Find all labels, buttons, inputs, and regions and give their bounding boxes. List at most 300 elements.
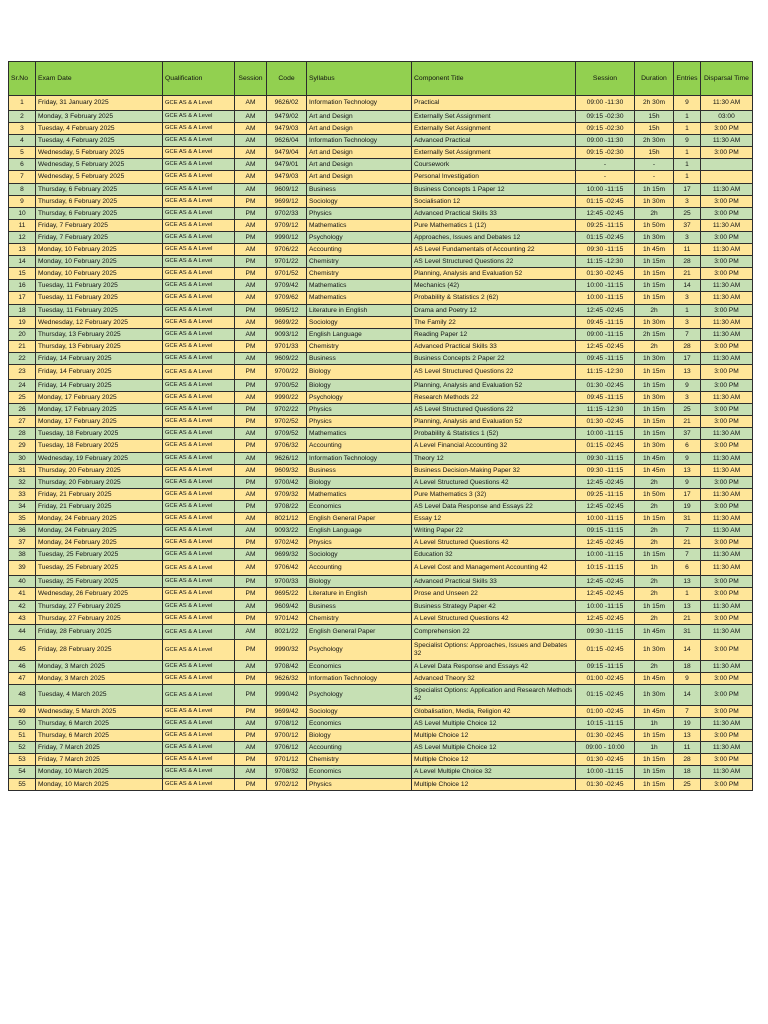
cell-code: 8021/12 xyxy=(267,513,307,525)
cell-component-title: Reading Paper 12 xyxy=(412,328,576,340)
cell-exam-date: Wednesday, 5 February 2025 xyxy=(36,147,163,159)
table-row xyxy=(9,488,753,500)
cell-dispersal-time: 11:30 AM xyxy=(701,292,753,304)
table-row xyxy=(9,171,753,183)
cell-session: AM xyxy=(235,352,267,364)
cell-srno: 34 xyxy=(9,500,36,512)
cell-dispersal-time: 11:30 AM xyxy=(701,660,753,672)
cell-duration: 1h 15m xyxy=(635,600,674,612)
cell-exam-date: Tuesday, 4 February 2025 xyxy=(36,135,163,147)
cell-srno: 4 xyxy=(9,135,36,147)
cell-session-time: 09:15 -11:15 xyxy=(576,525,635,537)
cell-srno: 13 xyxy=(9,244,36,256)
cell-exam-date: Friday, 21 February 2025 xyxy=(36,488,163,500)
cell-exam-date: Monday, 3 February 2025 xyxy=(36,111,163,123)
cell-syllabus: Business xyxy=(307,464,412,476)
cell-session-time: 09:00 -11:30 xyxy=(576,96,635,111)
cell-session-time: 11:15 -12:30 xyxy=(576,404,635,416)
cell-session: PM xyxy=(235,440,267,452)
cell-session: AM xyxy=(235,392,267,404)
cell-srno: 36 xyxy=(9,525,36,537)
table-row xyxy=(9,352,753,364)
cell-dispersal-time: 3:00 PM xyxy=(701,440,753,452)
table-row xyxy=(9,778,753,790)
cell-qualification: GCE AS & A Level xyxy=(163,428,235,440)
table-row xyxy=(9,416,753,428)
cell-duration: 1h 45m xyxy=(635,452,674,464)
cell-session-time: 09:15 -02:30 xyxy=(576,123,635,135)
cell-code: 9609/22 xyxy=(267,352,307,364)
cell-syllabus: Biology xyxy=(307,576,412,588)
cell-exam-date: Wednesday, 12 February 2025 xyxy=(36,316,163,328)
cell-entries: 21 xyxy=(674,268,701,280)
cell-dispersal-time: 11:30 AM xyxy=(701,280,753,292)
cell-session-time: - xyxy=(576,171,635,183)
cell-session-time: 09:30 -11:15 xyxy=(576,464,635,476)
cell-component-title: Theory 12 xyxy=(412,452,576,464)
cell-session: PM xyxy=(235,404,267,416)
cell-entries: 25 xyxy=(674,404,701,416)
cell-entries: 9 xyxy=(674,672,701,684)
cell-code: 9479/04 xyxy=(267,147,307,159)
cell-entries: 9 xyxy=(674,476,701,488)
cell-dispersal-time: 11:30 AM xyxy=(701,561,753,576)
cell-entries: 7 xyxy=(674,328,701,340)
cell-srno: 43 xyxy=(9,612,36,624)
cell-srno: 26 xyxy=(9,404,36,416)
cell-code: 9609/32 xyxy=(267,464,307,476)
cell-qualification: GCE AS & A Level xyxy=(163,96,235,111)
cell-exam-date: Friday, 7 March 2025 xyxy=(36,742,163,754)
cell-syllabus: Chemistry xyxy=(307,612,412,624)
cell-duration: 15h xyxy=(635,111,674,123)
cell-code: 9699/22 xyxy=(267,316,307,328)
cell-syllabus: Art and Design xyxy=(307,111,412,123)
cell-session-time: 09:30 -11:15 xyxy=(576,624,635,639)
cell-duration: 1h 50m xyxy=(635,488,674,500)
header-qualification: Qualification xyxy=(163,62,235,96)
cell-code: 9709/42 xyxy=(267,280,307,292)
cell-dispersal-time: 11:30 AM xyxy=(701,766,753,778)
cell-session-time: 10:00 -11:15 xyxy=(576,766,635,778)
cell-exam-date: Tuesday, 11 February 2025 xyxy=(36,304,163,316)
cell-syllabus: Accounting xyxy=(307,561,412,576)
table-row xyxy=(9,379,753,391)
cell-syllabus: Physics xyxy=(307,404,412,416)
cell-session: AM xyxy=(235,561,267,576)
cell-syllabus: English Language xyxy=(307,525,412,537)
cell-dispersal-time: 3:00 PM xyxy=(701,672,753,684)
cell-duration: 1h 30m xyxy=(635,231,674,243)
table-row xyxy=(9,428,753,440)
cell-duration: 1h 45m xyxy=(635,672,674,684)
cell-srno: 32 xyxy=(9,476,36,488)
cell-code: 9702/52 xyxy=(267,416,307,428)
table-row xyxy=(9,576,753,588)
cell-syllabus: Psychology xyxy=(307,639,412,660)
cell-session: PM xyxy=(235,754,267,766)
cell-duration: 1h 45m xyxy=(635,244,674,256)
cell-entries: 13 xyxy=(674,576,701,588)
cell-exam-date: Tuesday, 11 February 2025 xyxy=(36,280,163,292)
cell-duration: 1h 15m xyxy=(635,268,674,280)
cell-session-time: 01:30 -02:45 xyxy=(576,778,635,790)
cell-component-title: Business Concepts 2 Paper 22 xyxy=(412,352,576,364)
cell-srno: 28 xyxy=(9,428,36,440)
cell-duration: 2h xyxy=(635,476,674,488)
cell-component-title: Approaches, Issues and Debates 12 xyxy=(412,231,576,243)
cell-duration: 1h xyxy=(635,718,674,730)
cell-syllabus: Accounting xyxy=(307,244,412,256)
cell-exam-date: Wednesday, 5 February 2025 xyxy=(36,159,163,171)
cell-component-title: Writing Paper 22 xyxy=(412,525,576,537)
cell-srno: 41 xyxy=(9,588,36,600)
cell-qualification: GCE AS & A Level xyxy=(163,624,235,639)
cell-srno: 49 xyxy=(9,705,36,717)
cell-syllabus: Physics xyxy=(307,537,412,549)
table-row xyxy=(9,440,753,452)
cell-exam-date: Thursday, 27 February 2025 xyxy=(36,600,163,612)
cell-syllabus: Chemistry xyxy=(307,754,412,766)
cell-code: 9479/02 xyxy=(267,111,307,123)
cell-qualification: GCE AS & A Level xyxy=(163,600,235,612)
exam-schedule-table xyxy=(8,61,753,791)
cell-exam-date: Monday, 10 February 2025 xyxy=(36,256,163,268)
cell-session-time: 01:30 -02:45 xyxy=(576,268,635,280)
cell-session-time: 11:15 -12:30 xyxy=(576,256,635,268)
cell-session: AM xyxy=(235,244,267,256)
header-entries: Entries xyxy=(674,62,701,96)
cell-qualification: GCE AS & A Level xyxy=(163,219,235,231)
cell-syllabus: Chemistry xyxy=(307,256,412,268)
cell-entries: 25 xyxy=(674,778,701,790)
cell-dispersal-time: 3:00 PM xyxy=(701,404,753,416)
cell-syllabus: Literature in English xyxy=(307,304,412,316)
cell-code: 9990/12 xyxy=(267,231,307,243)
cell-session: PM xyxy=(235,639,267,660)
cell-dispersal-time: 3:00 PM xyxy=(701,500,753,512)
cell-qualification: GCE AS & A Level xyxy=(163,171,235,183)
cell-exam-date: Monday, 3 March 2025 xyxy=(36,660,163,672)
cell-srno: 5 xyxy=(9,147,36,159)
cell-session: AM xyxy=(235,135,267,147)
table-row xyxy=(9,476,753,488)
cell-qualification: GCE AS & A Level xyxy=(163,705,235,717)
table-row xyxy=(9,256,753,268)
cell-session-time: 09:25 -11:15 xyxy=(576,219,635,231)
cell-session-time: 09:25 -11:15 xyxy=(576,488,635,500)
cell-session: PM xyxy=(235,379,267,391)
cell-code: 9700/52 xyxy=(267,379,307,391)
cell-duration: 1h 50m xyxy=(635,219,674,231)
cell-entries: 31 xyxy=(674,624,701,639)
cell-code: 9706/12 xyxy=(267,742,307,754)
cell-component-title: AS Level Structured Questions 22 xyxy=(412,364,576,379)
cell-entries: 13 xyxy=(674,364,701,379)
cell-session: AM xyxy=(235,513,267,525)
cell-syllabus: Art and Design xyxy=(307,159,412,171)
cell-entries: 31 xyxy=(674,513,701,525)
cell-qualification: GCE AS & A Level xyxy=(163,561,235,576)
cell-code: 9626/04 xyxy=(267,135,307,147)
cell-session: PM xyxy=(235,207,267,219)
cell-component-title: Multiple Choice 12 xyxy=(412,730,576,742)
cell-syllabus: Accounting xyxy=(307,742,412,754)
table-row xyxy=(9,672,753,684)
cell-srno: 22 xyxy=(9,352,36,364)
cell-exam-date: Friday, 28 February 2025 xyxy=(36,624,163,639)
cell-component-title: Multiple Choice 12 xyxy=(412,754,576,766)
cell-dispersal-time: 11:30 AM xyxy=(701,742,753,754)
table-row xyxy=(9,624,753,639)
cell-exam-date: Tuesday, 25 February 2025 xyxy=(36,561,163,576)
cell-session-time: 09:15 -02:30 xyxy=(576,111,635,123)
cell-session: AM xyxy=(235,111,267,123)
cell-code: 9695/12 xyxy=(267,304,307,316)
cell-srno: 7 xyxy=(9,171,36,183)
cell-code: 9701/33 xyxy=(267,340,307,352)
cell-component-title: Practical xyxy=(412,96,576,111)
cell-session-time: 10:00 -11:15 xyxy=(576,549,635,561)
cell-session: AM xyxy=(235,766,267,778)
cell-qualification: GCE AS & A Level xyxy=(163,588,235,600)
cell-session-time: 01:30 -02:45 xyxy=(576,379,635,391)
cell-syllabus: Business xyxy=(307,600,412,612)
cell-session-time: 01:00 -02:45 xyxy=(576,672,635,684)
table-row xyxy=(9,135,753,147)
cell-duration: 1h 15m xyxy=(635,292,674,304)
cell-component-title: AS Level Data Response and Essays 22 xyxy=(412,500,576,512)
cell-srno: 38 xyxy=(9,549,36,561)
cell-exam-date: Friday, 14 February 2025 xyxy=(36,379,163,391)
cell-duration: 1h 15m xyxy=(635,256,674,268)
cell-code: 9702/33 xyxy=(267,207,307,219)
table-row xyxy=(9,730,753,742)
cell-duration: 1h 15m xyxy=(635,428,674,440)
table-row xyxy=(9,639,753,660)
cell-entries: 37 xyxy=(674,219,701,231)
cell-exam-date: Tuesday, 11 February 2025 xyxy=(36,292,163,304)
cell-entries: 6 xyxy=(674,561,701,576)
cell-entries: 14 xyxy=(674,639,701,660)
cell-component-title: Externally Set Assignment xyxy=(412,111,576,123)
cell-duration: 2h 30m xyxy=(635,135,674,147)
cell-exam-date: Friday, 28 February 2025 xyxy=(36,639,163,660)
cell-code: 9708/32 xyxy=(267,766,307,778)
cell-srno: 10 xyxy=(9,207,36,219)
cell-dispersal-time: 3:00 PM xyxy=(701,207,753,219)
cell-session-time: 10:00 -11:15 xyxy=(576,513,635,525)
cell-component-title: Planning, Analysis and Evaluation 52 xyxy=(412,268,576,280)
cell-session: PM xyxy=(235,588,267,600)
table-row xyxy=(9,404,753,416)
cell-component-title: A Level Multiple Choice 32 xyxy=(412,766,576,778)
cell-dispersal-time: 11:30 AM xyxy=(701,718,753,730)
cell-exam-date: Thursday, 20 February 2025 xyxy=(36,476,163,488)
cell-dispersal-time: 03:00 xyxy=(701,111,753,123)
table-row xyxy=(9,600,753,612)
cell-duration: 1h 15m xyxy=(635,766,674,778)
cell-syllabus: Business xyxy=(307,352,412,364)
cell-entries: 14 xyxy=(674,684,701,705)
cell-syllabus: English General Paper xyxy=(307,624,412,639)
cell-session-time: 10:00 -11:15 xyxy=(576,428,635,440)
table-row xyxy=(9,537,753,549)
cell-component-title: Advanced Theory 32 xyxy=(412,672,576,684)
cell-qualification: GCE AS & A Level xyxy=(163,195,235,207)
cell-session-time: 09:45 -11:15 xyxy=(576,392,635,404)
table-row xyxy=(9,159,753,171)
cell-session-time: 12:45 -02:45 xyxy=(576,612,635,624)
table-row xyxy=(9,147,753,159)
cell-exam-date: Thursday, 13 February 2025 xyxy=(36,340,163,352)
cell-dispersal-time: 11:30 AM xyxy=(701,328,753,340)
cell-entries: 1 xyxy=(674,147,701,159)
cell-srno: 12 xyxy=(9,231,36,243)
cell-entries: 3 xyxy=(674,195,701,207)
cell-qualification: GCE AS & A Level xyxy=(163,440,235,452)
cell-code: 9700/12 xyxy=(267,730,307,742)
cell-exam-date: Thursday, 13 February 2025 xyxy=(36,328,163,340)
cell-exam-date: Monday, 17 February 2025 xyxy=(36,392,163,404)
cell-code: 9479/03 xyxy=(267,171,307,183)
cell-dispersal-time: 3:00 PM xyxy=(701,639,753,660)
cell-code: 9990/32 xyxy=(267,639,307,660)
cell-exam-date: Tuesday, 25 February 2025 xyxy=(36,576,163,588)
cell-entries: 18 xyxy=(674,766,701,778)
table-row xyxy=(9,268,753,280)
cell-session: AM xyxy=(235,328,267,340)
cell-syllabus: Information Technology xyxy=(307,452,412,464)
cell-component-title: Pure Mathematics 1 (12) xyxy=(412,219,576,231)
cell-dispersal-time: 11:30 AM xyxy=(701,392,753,404)
cell-code: 9701/12 xyxy=(267,754,307,766)
cell-dispersal-time: 3:00 PM xyxy=(701,123,753,135)
cell-dispersal-time: 11:30 AM xyxy=(701,219,753,231)
cell-qualification: GCE AS & A Level xyxy=(163,660,235,672)
cell-exam-date: Thursday, 20 February 2025 xyxy=(36,464,163,476)
cell-syllabus: English General Paper xyxy=(307,513,412,525)
cell-dispersal-time: 3:00 PM xyxy=(701,754,753,766)
cell-code: 9702/12 xyxy=(267,778,307,790)
cell-entries: 17 xyxy=(674,183,701,195)
cell-entries: 14 xyxy=(674,280,701,292)
cell-component-title: Advanced Practical Skills 33 xyxy=(412,576,576,588)
cell-dispersal-time: 3:00 PM xyxy=(701,231,753,243)
cell-dispersal-time: 11:30 AM xyxy=(701,464,753,476)
cell-qualification: GCE AS & A Level xyxy=(163,268,235,280)
cell-syllabus: Psychology xyxy=(307,392,412,404)
cell-session-time: 01:15 -02:45 xyxy=(576,195,635,207)
cell-session: PM xyxy=(235,537,267,549)
cell-code: 9699/12 xyxy=(267,195,307,207)
cell-entries: 19 xyxy=(674,718,701,730)
cell-code: 9709/62 xyxy=(267,292,307,304)
cell-exam-date: Friday, 7 February 2025 xyxy=(36,231,163,243)
cell-qualification: GCE AS & A Level xyxy=(163,244,235,256)
cell-code: 9708/22 xyxy=(267,500,307,512)
cell-session: AM xyxy=(235,96,267,111)
cell-component-title: Advanced Practical Skills 33 xyxy=(412,207,576,219)
cell-code: 9701/22 xyxy=(267,256,307,268)
cell-qualification: GCE AS & A Level xyxy=(163,754,235,766)
cell-syllabus: Information Technology xyxy=(307,96,412,111)
cell-component-title: Externally Set Assignment xyxy=(412,147,576,159)
cell-qualification: GCE AS & A Level xyxy=(163,730,235,742)
cell-session: PM xyxy=(235,231,267,243)
table-row xyxy=(9,111,753,123)
cell-duration: 2h xyxy=(635,304,674,316)
cell-session: AM xyxy=(235,280,267,292)
table-row xyxy=(9,183,753,195)
cell-exam-date: Tuesday, 25 February 2025 xyxy=(36,549,163,561)
cell-qualification: GCE AS & A Level xyxy=(163,525,235,537)
cell-duration: 1h 15m xyxy=(635,549,674,561)
cell-session: AM xyxy=(235,624,267,639)
cell-exam-date: Monday, 10 March 2025 xyxy=(36,766,163,778)
cell-component-title: A Level Cost and Management Accounting 42 xyxy=(412,561,576,576)
cell-duration: 2h 15m xyxy=(635,328,674,340)
cell-exam-date: Thursday, 6 March 2025 xyxy=(36,718,163,730)
cell-component-title: AS Level Structured Questions 22 xyxy=(412,256,576,268)
cell-qualification: GCE AS & A Level xyxy=(163,500,235,512)
cell-syllabus: Mathematics xyxy=(307,428,412,440)
cell-component-title: Globalisation, Media, Religion 42 xyxy=(412,705,576,717)
cell-component-title: AS Level Fundamentals of Accounting 22 xyxy=(412,244,576,256)
cell-session: AM xyxy=(235,549,267,561)
table-row xyxy=(9,500,753,512)
cell-exam-date: Friday, 31 January 2025 xyxy=(36,96,163,111)
cell-duration: 1h 15m xyxy=(635,183,674,195)
cell-exam-date: Friday, 14 February 2025 xyxy=(36,352,163,364)
cell-qualification: GCE AS & A Level xyxy=(163,416,235,428)
cell-srno: 42 xyxy=(9,600,36,612)
cell-code: 9699/32 xyxy=(267,549,307,561)
cell-component-title: Multiple Choice 12 xyxy=(412,778,576,790)
cell-dispersal-time: 3:00 PM xyxy=(701,268,753,280)
cell-component-title: Coursework xyxy=(412,159,576,171)
cell-entries: 9 xyxy=(674,452,701,464)
cell-session-time: 01:15 -02:45 xyxy=(576,440,635,452)
cell-srno: 18 xyxy=(9,304,36,316)
cell-srno: 14 xyxy=(9,256,36,268)
cell-syllabus: English Language xyxy=(307,328,412,340)
cell-srno: 25 xyxy=(9,392,36,404)
cell-dispersal-time: 3:00 PM xyxy=(701,195,753,207)
header-srno: Sr.No xyxy=(9,62,36,96)
cell-srno: 11 xyxy=(9,219,36,231)
cell-dispersal-time: 3:00 PM xyxy=(701,778,753,790)
cell-syllabus: Information Technology xyxy=(307,135,412,147)
cell-srno: 31 xyxy=(9,464,36,476)
cell-exam-date: Monday, 17 February 2025 xyxy=(36,416,163,428)
cell-session-time: 12:45 -02:45 xyxy=(576,304,635,316)
table-row xyxy=(9,280,753,292)
cell-session: AM xyxy=(235,488,267,500)
cell-component-title: Specialist Options: Application and Research Methods 42 xyxy=(412,684,576,705)
cell-entries: 17 xyxy=(674,352,701,364)
cell-srno: 9 xyxy=(9,195,36,207)
cell-code: 9709/32 xyxy=(267,488,307,500)
cell-component-title: AS Level Multiple Choice 12 xyxy=(412,742,576,754)
cell-syllabus: Sociology xyxy=(307,316,412,328)
cell-exam-date: Tuesday, 18 February 2025 xyxy=(36,440,163,452)
cell-component-title: Planning, Analysis and Evaluation 52 xyxy=(412,379,576,391)
cell-qualification: GCE AS & A Level xyxy=(163,123,235,135)
cell-syllabus: Economics xyxy=(307,718,412,730)
cell-syllabus: Art and Design xyxy=(307,171,412,183)
cell-srno: 27 xyxy=(9,416,36,428)
